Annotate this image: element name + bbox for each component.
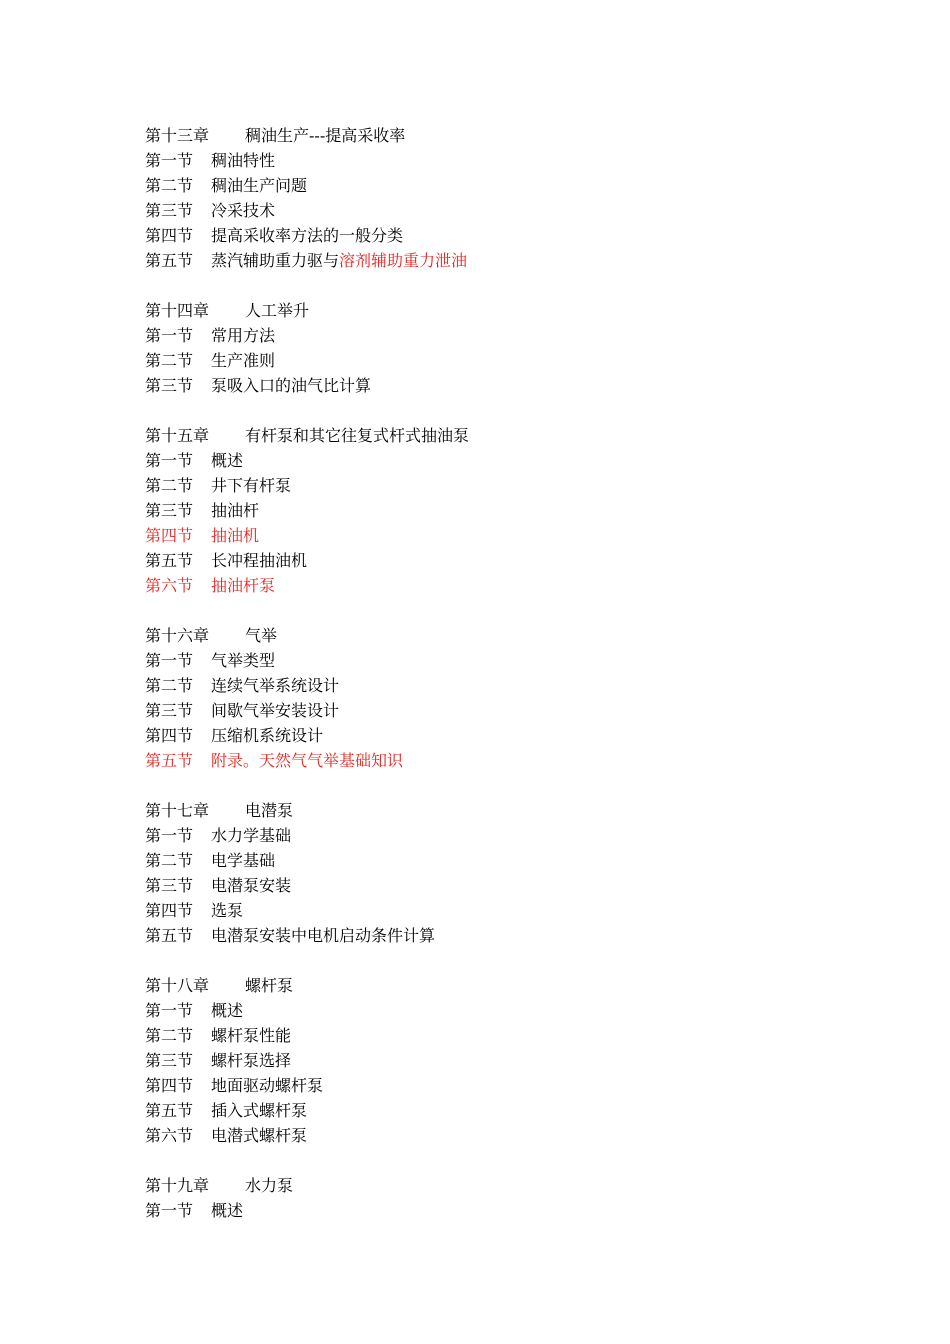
chapter-block (145, 1173, 865, 1223)
section-row (145, 248, 865, 273)
section-number: 第二节 (145, 676, 194, 695)
section-row (145, 348, 865, 373)
chapter-number: 第十七章 (145, 801, 210, 820)
section-number: 第四节 (145, 901, 194, 920)
section-number: 第一节 (145, 1201, 194, 1220)
section-title: 选泵 (211, 901, 244, 920)
table-of-contents (145, 123, 865, 1248)
section-number: 第四节 (145, 726, 194, 745)
chapter-heading (145, 798, 865, 823)
section-title: 抽油杆 (211, 501, 260, 520)
chapter-number: 第十四章 (145, 301, 210, 320)
section-number: 第三节 (145, 876, 194, 895)
section-number: 第一节 (145, 151, 194, 170)
chapter-heading (145, 123, 865, 148)
chapter-heading (145, 623, 865, 648)
chapter-title: 电潜泵 (245, 801, 294, 820)
section-number: 第一节 (145, 1001, 194, 1020)
section-row (145, 173, 865, 198)
chapter-block (145, 298, 865, 398)
chapter-number: 第十八章 (145, 976, 210, 995)
section-number: 第二节 (145, 851, 194, 870)
section-title: 抽油机 (211, 526, 260, 545)
section-title: 地面驱动螺杆泵 (211, 1076, 324, 1095)
section-title: 泵吸入口的油气比计算 (211, 376, 372, 395)
chapter-title: 有杆泵和其它往复式杆式抽油泵 (245, 426, 470, 445)
section-title: 概述 (211, 451, 244, 470)
section-title: 冷采技术 (211, 201, 276, 220)
section-row (145, 823, 865, 848)
section-title: 螺杆泵性能 (211, 1026, 292, 1045)
section-row (145, 673, 865, 698)
section-number: 第一节 (145, 451, 194, 470)
chapter-number: 第十六章 (145, 626, 210, 645)
section-row (145, 698, 865, 723)
section-number: 第二节 (145, 351, 194, 370)
section-number: 第二节 (145, 476, 194, 495)
section-title: 插入式螺杆泵 (211, 1101, 308, 1120)
section-number: 第四节 (145, 526, 194, 545)
section-row (145, 323, 865, 348)
chapter-block (145, 423, 865, 598)
section-title: 水力学基础 (211, 826, 292, 845)
chapter-block (145, 973, 865, 1148)
section-row (145, 198, 865, 223)
chapter-title: 稠油生产---提高采收率 (245, 126, 406, 145)
section-row (145, 723, 865, 748)
section-row (145, 473, 865, 498)
chapter-title: 水力泵 (245, 1176, 294, 1195)
chapter-heading (145, 1173, 865, 1198)
chapter-block (145, 623, 865, 773)
section-title: 稠油特性 (211, 151, 276, 170)
section-number: 第五节 (145, 751, 194, 770)
section-number: 第三节 (145, 501, 194, 520)
section-row (145, 848, 865, 873)
section-row (145, 548, 865, 573)
section-title: 气举类型 (211, 651, 276, 670)
section-row (145, 373, 865, 398)
section-number: 第二节 (145, 1026, 194, 1045)
section-title: 常用方法 (211, 326, 276, 345)
chapter-number: 第十三章 (145, 126, 210, 145)
chapter-title: 人工举升 (245, 301, 310, 320)
section-row (145, 1073, 865, 1098)
section-title: 长冲程抽油机 (211, 551, 308, 570)
section-row (145, 1023, 865, 1048)
chapter-heading (145, 423, 865, 448)
section-number: 第三节 (145, 701, 194, 720)
section-title: 连续气举系统设计 (211, 676, 340, 695)
chapter-heading (145, 973, 865, 998)
section-row (145, 523, 865, 548)
section-title: 压缩机系统设计 (211, 726, 324, 745)
section-row (145, 1098, 865, 1123)
chapter-title: 螺杆泵 (245, 976, 294, 995)
section-title: 间歇气举安装设计 (211, 701, 340, 720)
section-title: 井下有杆泵 (211, 476, 292, 495)
section-title: 抽油杆泵 (211, 576, 276, 595)
section-row (145, 448, 865, 473)
section-number: 第四节 (145, 1076, 194, 1095)
section-row (145, 923, 865, 948)
chapter-number: 第十九章 (145, 1176, 210, 1195)
chapter-number: 第十五章 (145, 426, 210, 445)
section-title: 概述 (211, 1001, 244, 1020)
section-row (145, 1048, 865, 1073)
section-title: 附录。天然气气举基础知识 (211, 751, 404, 770)
chapter-heading (145, 298, 865, 323)
section-row (145, 223, 865, 248)
section-number: 第五节 (145, 551, 194, 570)
section-row (145, 998, 865, 1023)
section-number: 第三节 (145, 376, 194, 395)
section-number: 第五节 (145, 251, 194, 270)
section-number: 第一节 (145, 826, 194, 845)
section-title: 提高采收率方法的一般分类 (211, 226, 404, 245)
section-number: 第五节 (145, 926, 194, 945)
section-number: 第一节 (145, 651, 194, 670)
section-title: 螺杆泵选择 (211, 1051, 292, 1070)
section-number: 第六节 (145, 1126, 194, 1145)
section-title: 蒸汽辅助重力驱与 (211, 251, 340, 270)
section-row (145, 498, 865, 523)
section-row (145, 1123, 865, 1148)
chapter-block (145, 123, 865, 273)
section-title: 概述 (211, 1201, 244, 1220)
section-title: 生产准则 (211, 351, 276, 370)
section-row (145, 898, 865, 923)
section-title: 稠油生产问题 (211, 176, 308, 195)
section-row (145, 748, 865, 773)
section-number: 第三节 (145, 201, 194, 220)
section-title: 电学基础 (211, 851, 276, 870)
section-number: 第四节 (145, 226, 194, 245)
section-number: 第二节 (145, 176, 194, 195)
section-number: 第一节 (145, 326, 194, 345)
section-number: 第六节 (145, 576, 194, 595)
section-title: 电潜泵安装中电机启动条件计算 (211, 926, 436, 945)
chapter-block (145, 798, 865, 948)
chapter-title: 气举 (245, 626, 278, 645)
section-title: 电潜泵安装 (211, 876, 292, 895)
section-title: 电潜式螺杆泵 (211, 1126, 308, 1145)
section-row (145, 148, 865, 173)
section-row (145, 573, 865, 598)
section-title-highlight: 溶剂辅助重力泄油 (339, 251, 468, 270)
section-number: 第三节 (145, 1051, 194, 1070)
section-row (145, 873, 865, 898)
section-number: 第五节 (145, 1101, 194, 1120)
section-row (145, 1198, 865, 1223)
section-row (145, 648, 865, 673)
